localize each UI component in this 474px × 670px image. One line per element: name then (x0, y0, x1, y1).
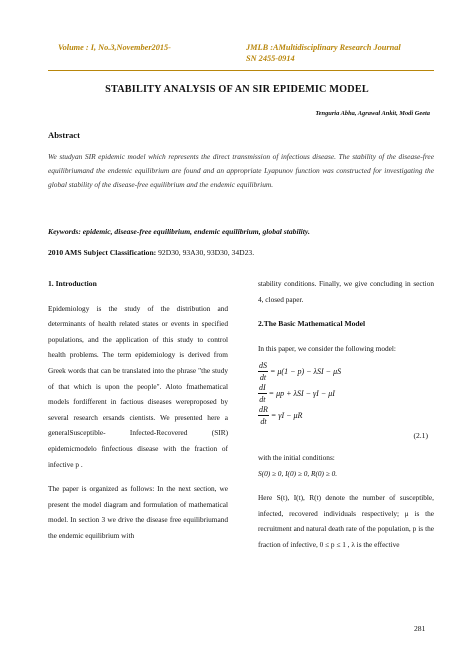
equation-dI (258, 382, 434, 404)
initial-conditions-intro: with the initial conditions: (258, 452, 335, 462)
section1-heading: 1. Introduction (48, 279, 97, 288)
ams-classification (48, 248, 254, 257)
eq2-numerator: dI (259, 382, 266, 392)
eq3-rhs: = γI − μR (270, 410, 303, 420)
equation-number: (2.1) (413, 431, 428, 441)
journal-volume-header: Volume : I, No.3,November2015- (58, 43, 171, 52)
eq2-rhs: = μp + λSI − γI − μI (268, 388, 335, 398)
authors: Tenguria Abha, Agrawal Ankit, Modi Geeta (315, 110, 430, 117)
intro-paragraph-2: The paper is organized as follows: In the next section, we present the model diagram and formulation of mathematical model. In section 3 we drive the disease free equilibriumand the endemic equilibrium with (48, 484, 228, 540)
journal-name-line1: JMLB :AMultidisciplinary Research Journal (246, 43, 401, 52)
abstract-heading: Abstract (48, 130, 80, 140)
eq3-denominator: dt (260, 416, 267, 426)
keywords: Keywords: epidemic, disease-free equilibrium, endemic equilibrium, global stability. (48, 227, 310, 236)
eq3-numerator: dR (259, 404, 268, 414)
intro-continuation: stability conditions. Finally, we give concluding in section 4, closed paper. (258, 279, 434, 304)
left-column (48, 276, 228, 544)
right-column (258, 276, 434, 553)
section2-heading: 2.The Basic Mathematical Model (258, 319, 366, 329)
ams-codes: 92D30, 93A30, 93D30, 34D23. (156, 248, 255, 257)
journal-name-line2: SN 2455-0914 (246, 54, 295, 63)
abstract-text: We studyan SIR epidemic model which represents the direct transmission of infectious disease. The stability of the disease-free equilibriumand the endemic equilibrium are found and an appropriate Lyapunov function was constructed for investigating the global stability of the disease-free equilibrium and the endemic equilibrium. (48, 152, 434, 189)
equation-dR (258, 404, 434, 426)
page-number: 281 (414, 624, 426, 633)
journal-name-header (246, 42, 436, 64)
eq1-rhs: = μ(1 − p) − λSI − μS (270, 366, 342, 376)
eq2-denominator: dt (259, 394, 266, 404)
ams-label: 2010 AMS Subject Classification: (48, 248, 157, 257)
eq1-numerator: dS (259, 360, 267, 370)
eq1-denominator: dt (259, 372, 267, 382)
paper-title: STABILITY ANALYSIS OF AN SIR EPIDEMIC MODEL (105, 84, 369, 95)
initial-conditions: S(0) ≥ 0, I(0) ≥ 0, R(0) ≥ 0. (258, 468, 338, 478)
model-equations (258, 360, 434, 426)
intro-paragraph-1: Epidemiology is the study of the distribution and determinants of health related states or events in specified populations, and the application of this study to control health problems. The term epidemiology is derived from Greek words that can be translated into the phrase "the study of that which is upon the people". Aloto fmathematical models fordifferent in factious diseases wereproposed by several research ersands cientists. We presented here a generalSusceptible- Infected-Recovered (SIR) epidemicmodelo finfectious disease with the fraction of infective p . (48, 303, 228, 469)
model-intro: In this paper, we consider the following model: (258, 343, 396, 353)
parameter-description: Here S(t), I(t), R(t) denote the number of susceptible, infected, recovered individuals respectively; μ is the recruitment and natural death rate of the population, p is the fraction of infective, 0 ≤ p ≤ 1 , λ is the effective (258, 493, 434, 549)
header-divider (48, 70, 434, 71)
equation-dS (258, 360, 434, 382)
